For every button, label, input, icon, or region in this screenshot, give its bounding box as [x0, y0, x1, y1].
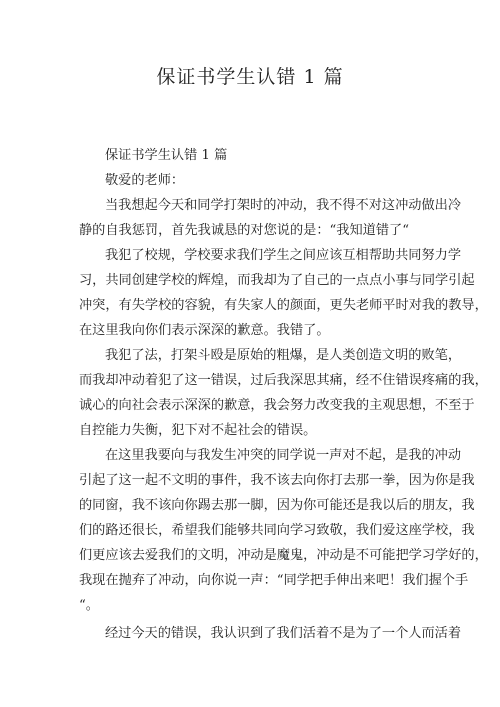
paragraph-line: 诚心的向社会表示深深的歉意，我会努力改变我的主观思想，不至于 — [79, 398, 475, 413]
paragraph-line: 静的自我惩罚，首先我诚恳的对您说的是：“我知道错了“ — [79, 223, 409, 238]
paragraph-line: 的同窗，我不该向你踢去那一脚，因为你可能还是我以后的朋友，我 — [79, 498, 475, 513]
paragraph-1 — [79, 193, 462, 243]
paragraph-line: “。 — [79, 598, 99, 613]
document-subtitle: 保证书学生认错 1 篇 — [105, 148, 228, 163]
paragraph-line: 们更应该去爱我们的文明，冲动是魔鬼，冲动是不可能把学习学好的， — [79, 548, 488, 563]
paragraph-line: 我犯了校规，学校要求我们学生之间应该互相帮助共同努力学 — [105, 248, 462, 263]
paragraph-line: 冲突，有失学校的容貌，有失家人的颜面，更失老师平时对我的教导， — [79, 298, 488, 313]
paragraph-line: 引起了这一起不文明的事件，我不该去向你打去那一拳，因为你是我 — [79, 473, 475, 488]
paragraph-line: 们的路还很长，希望我们能够共同向学习致敬，我们爱这座学校，我 — [79, 523, 475, 538]
paragraph-line: 在这里我向你们表示深深的歉意。我错了。 — [79, 323, 330, 338]
paragraph-line: 我现在抛弃了冲动，向你说一声：“同学把手伸出来吧！我们握个手 — [79, 573, 469, 588]
paragraph-line: 习，共同创建学校的辉煌，而我却为了自己的一点点小事与同学引起 — [79, 273, 475, 288]
paragraph-line: 而我却冲动着犯了这一错误，过后我深思其痛，经不住错误疼痛的我， — [79, 373, 488, 388]
paragraph-3 — [79, 343, 488, 443]
paragraph-line: 经过今天的错误，我认识到了我们活着不是为了一个人而活着 — [105, 626, 462, 641]
paragraph-line: 在这里我要向与我发生冲突的同学说一声对不起，是我的冲动 — [105, 448, 462, 463]
document-body — [79, 143, 488, 646]
paragraph-line: 自控能力失衡，犯下对不起社会的错误。 — [79, 423, 317, 438]
paragraph-line: 我犯了法，打架斗殴是原始的粗爆，是人类创造文明的败笔， — [105, 348, 462, 363]
paragraph-2 — [79, 243, 488, 343]
salutation: 敬爱的老师： — [105, 173, 185, 188]
paragraph-4 — [79, 443, 488, 618]
paragraph-5 — [79, 621, 462, 646]
document-title: 保证书学生认错 1 篇 — [156, 66, 344, 88]
paragraph-line: 当我想起今天和同学打架时的冲动，我不得不对这冲动做出冷 — [105, 198, 462, 213]
